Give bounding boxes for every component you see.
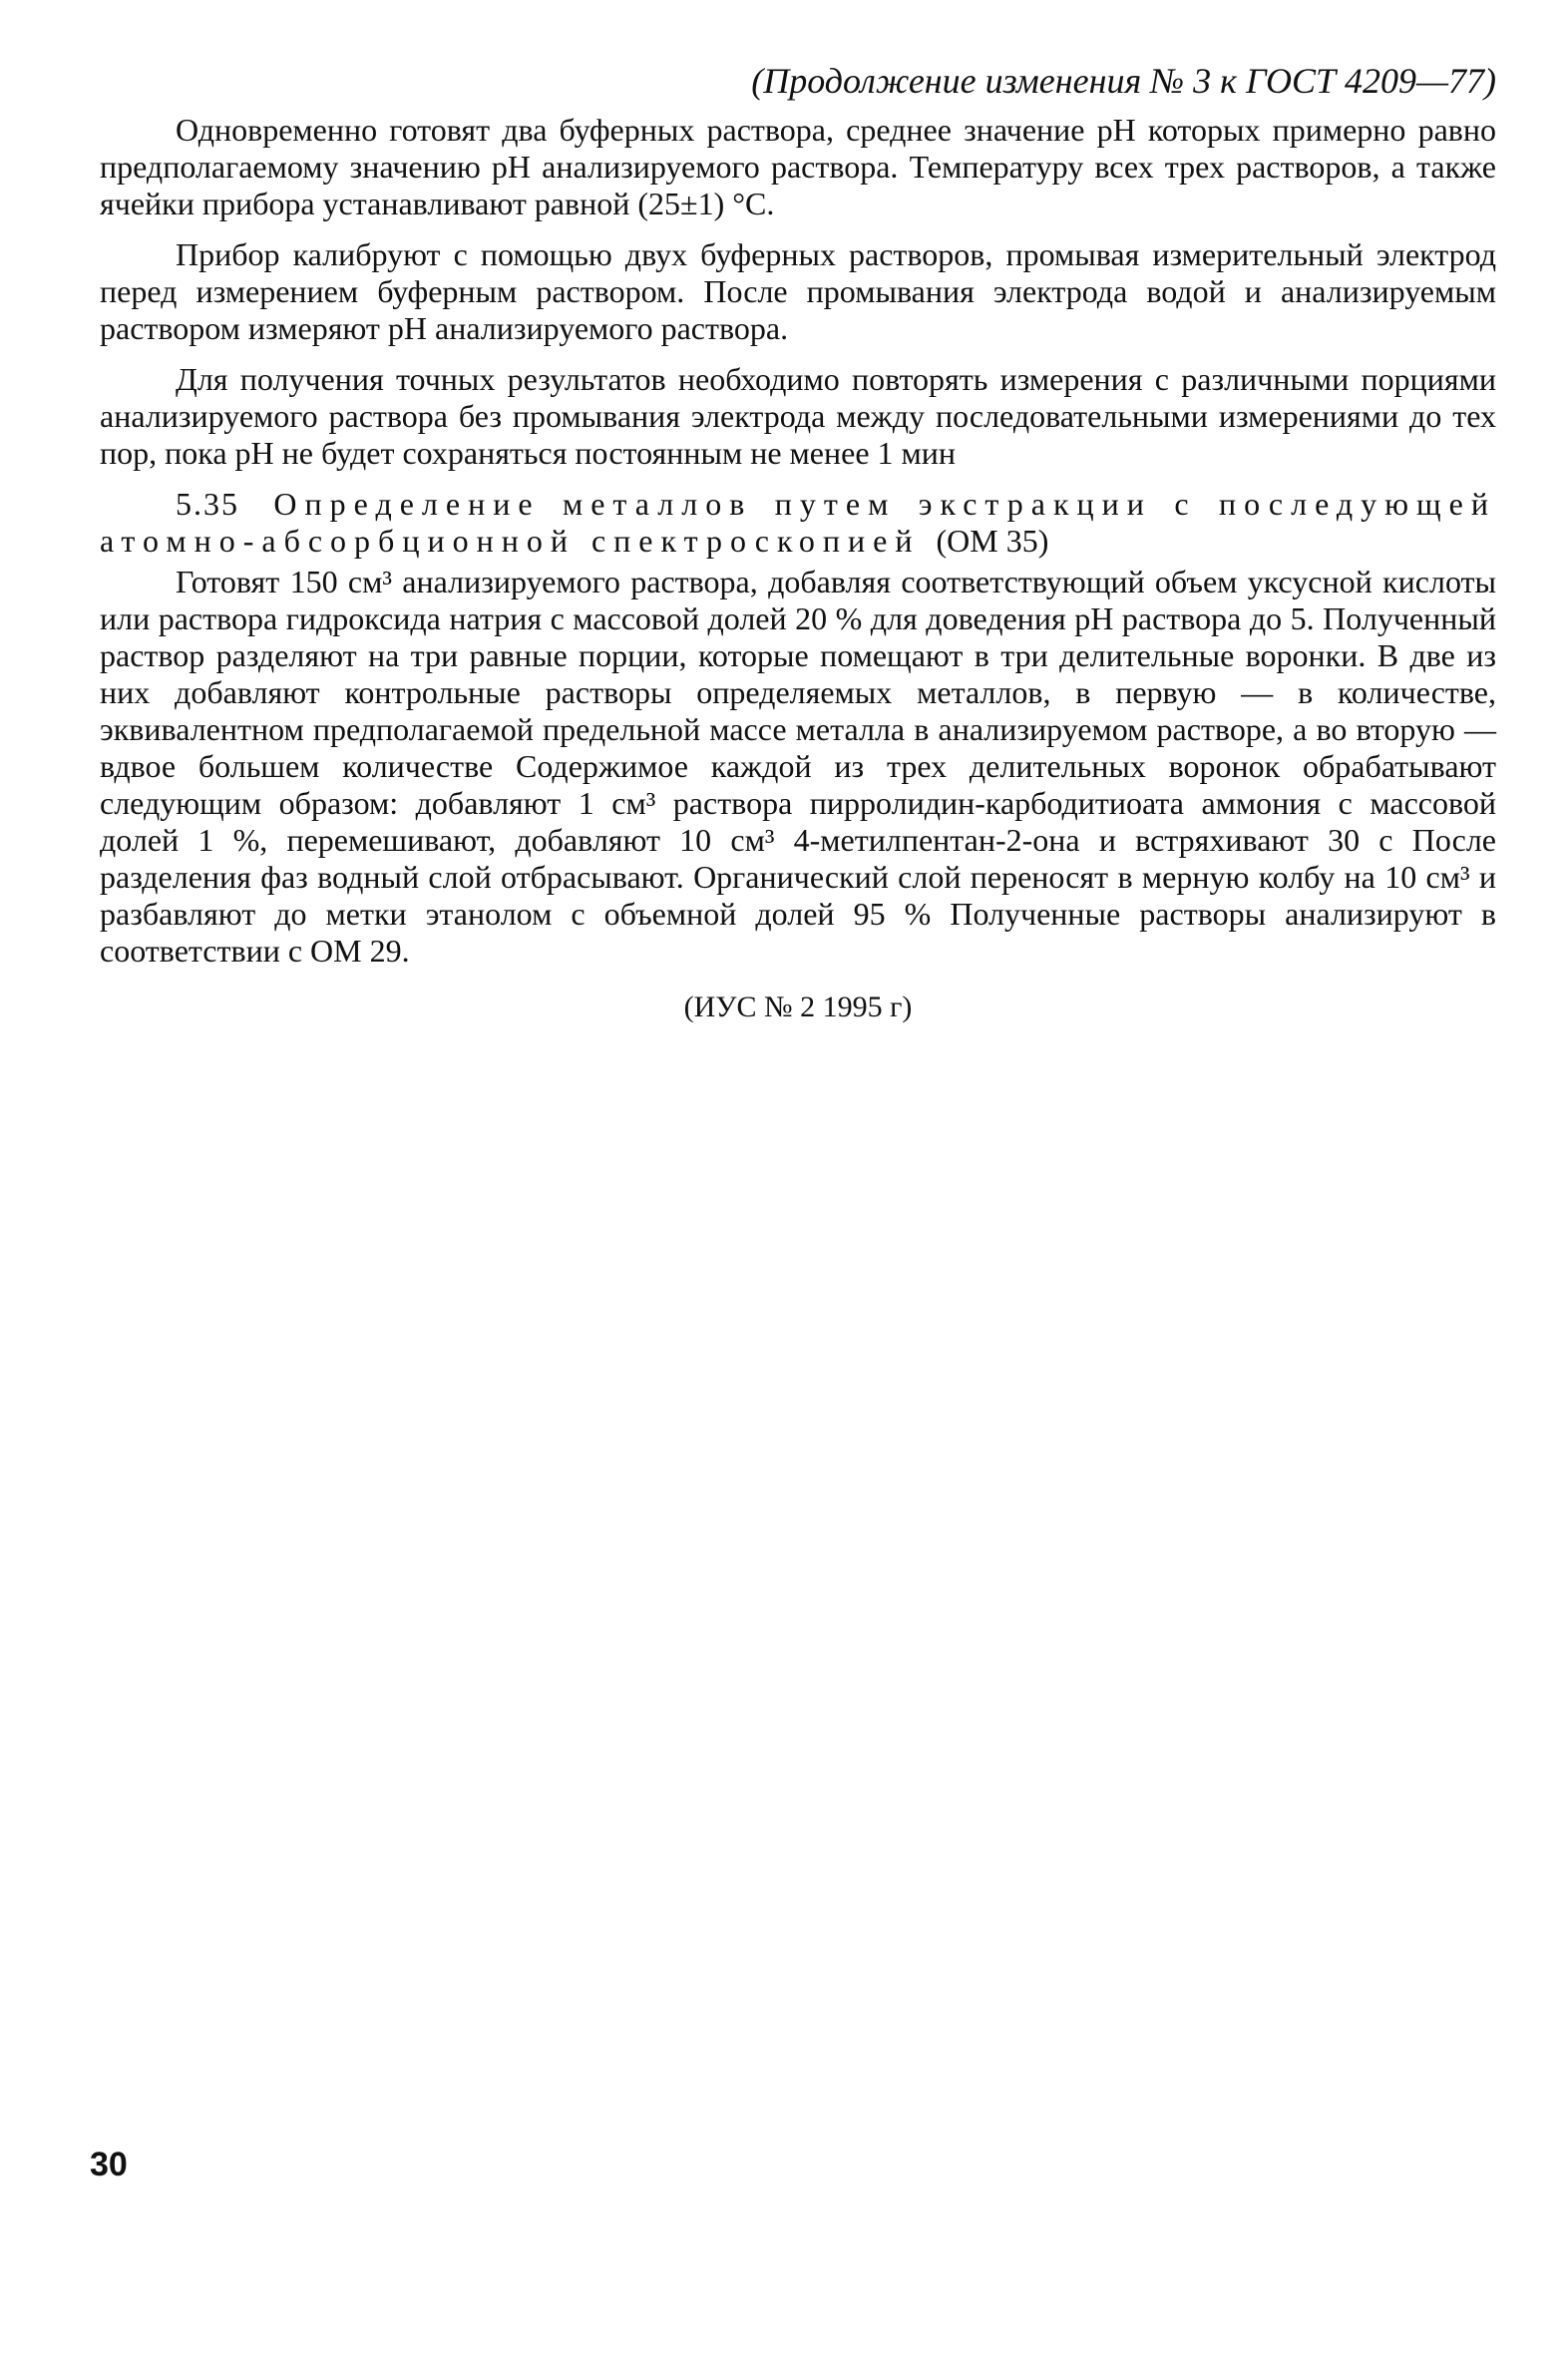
page-number: 30 — [90, 2146, 128, 2183]
section-code: (ОМ 35) — [936, 523, 1049, 559]
paragraph-calibration: Прибор калибруют с помощью двух буферных растворов, промывая измерительный электрод перед измерением буферным раствором. После промывания электрода водой и анализируемым раствором измеряют pH анализируемого раствора. — [100, 236, 1496, 346]
paragraph-extraction-procedure: Готовят 150 см³ анализируемого раствора, добавляя соответствующий объем уксусной кислоты или раствора гидроксида натрия с массовой долей 20 % для доведения pH раствора до 5. Полученный раствор разделяют на три равные порции, которые помещают в три делительные воронки. В две из них добавляют контрольные растворы определяемых металлов, в первую — в количестве, эквивалентном предполагаемой предельной массе металла в анализируемом растворе, а во вторую — вдвое большем количестве Содержимое каждой из трех делительных воронок обрабатывают следующим образом: добавляют 1 см³ раствора пирролидин-карбодитиоата аммония с массовой долей 1 %, перемешивают, добавляют 10 см³ 4-метилпентан-2-она и встряхивают 30 с После разделения фаз водный слой отбрасывают. Органический слой переносят в мерную колбу на 10 см³ и разбавляют до метки этанолом с объемной долей 95 % Полученные растворы анализируют в соответствии с ОМ 29. — [100, 564, 1496, 969]
paragraph-buffer-solutions: Одновременно готовят два буферных раствора, среднее значение pH которых примерно равно предполагаемому значению pH анализируемого раствора. Температуру всех трех растворов, а также ячейки прибора устанавливают равной (25±1) °С. — [100, 112, 1496, 221]
paragraph-repeat-measurements: Для получения точных результатов необходимо повторять измерения с различными порциями анализируемого раствора без промывания электрода между последовательными измерениями до тех пор, пока pH не будет сохраняться постоянным не менее 1 мин — [100, 361, 1496, 471]
document-page — [100, 60, 1496, 1025]
section-title: Определение металлов путем экстракции с последующей атомно-абсорбционной спектроскопией — [100, 486, 1496, 559]
section-number: 5.35 — [176, 486, 239, 522]
body-text — [100, 112, 1496, 1025]
issue-reference: (ИУС № 2 1995 г) — [683, 990, 913, 1023]
section-heading — [100, 486, 1496, 560]
running-head: (Продолжение изменения № 3 к ГОСТ 4209—77) — [751, 61, 1496, 101]
